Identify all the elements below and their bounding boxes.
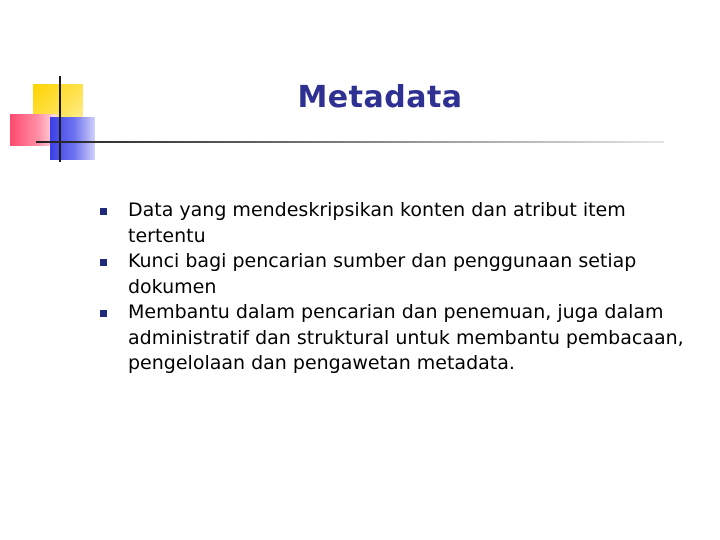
bullet-list: [98, 198, 708, 377]
square-bullet-icon: [100, 259, 107, 266]
square-bullet-icon: [100, 208, 107, 215]
square-bullet-icon: [100, 310, 107, 317]
decorative-logo: [0, 0, 110, 170]
vertical-rule: [59, 76, 61, 162]
list-item: [98, 300, 708, 377]
blue-square: [50, 117, 95, 160]
list-item: [98, 249, 708, 300]
list-item: [98, 198, 708, 249]
bullet-text: Membantu dalam pencarian dan penemuan, juga dalam administratif dan struktural untuk membantu pembacaan, pengelolaan dan pengawetan metadata.: [128, 301, 684, 374]
bullet-text: Data yang mendeskripsikan konten dan atribut item tertentu: [128, 199, 626, 247]
bullet-text: Kunci bagi pencarian sumber dan penggunaan setiap dokumen: [128, 250, 637, 298]
title-underline: [36, 141, 664, 143]
slide-title: Metadata: [297, 80, 463, 115]
